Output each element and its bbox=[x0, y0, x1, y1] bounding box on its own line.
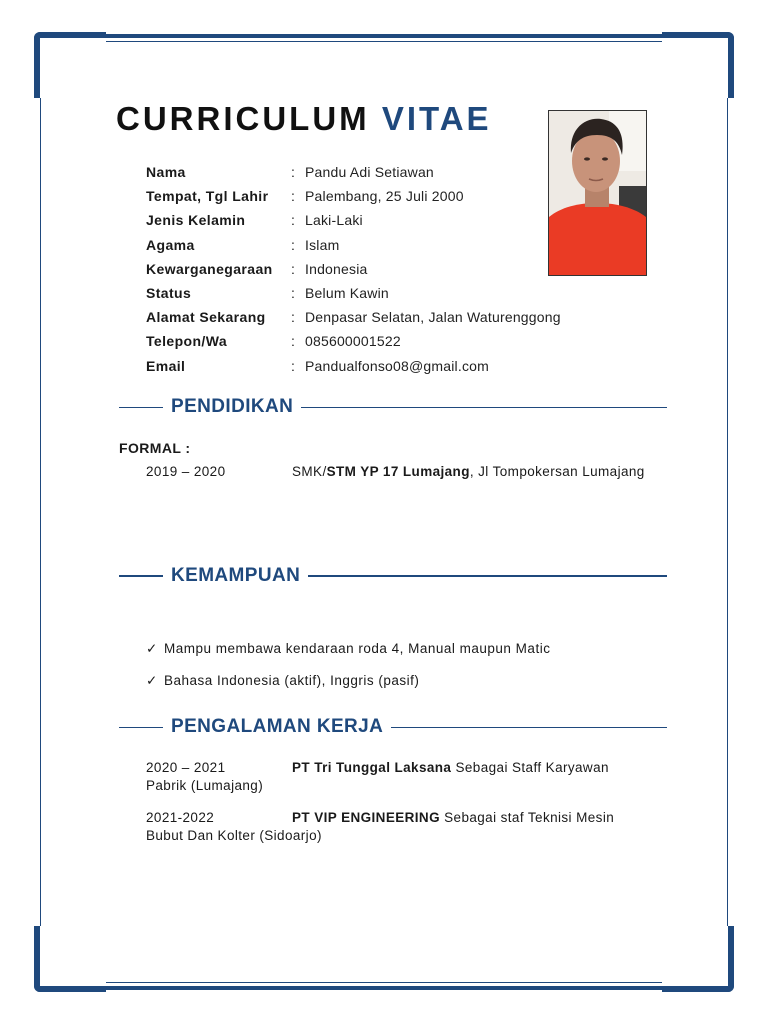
info-row-status bbox=[146, 281, 606, 305]
skill-text: Bahasa Indonesia (aktif), Inggris (pasif) bbox=[164, 673, 420, 688]
frame-corner-bottom-left bbox=[34, 926, 106, 992]
info-value: 085600001522 bbox=[305, 333, 401, 350]
info-label: Kewarganegaraan bbox=[146, 260, 273, 277]
frame-bottom-inner-line bbox=[106, 982, 662, 983]
info-row-gender bbox=[146, 208, 606, 232]
info-value: Belum Kawin bbox=[305, 285, 389, 302]
heading-text: PENDIDIKAN bbox=[171, 396, 294, 417]
heading-rule-left bbox=[119, 727, 163, 728]
info-label: Jenis Kelamin bbox=[146, 212, 246, 229]
document-title bbox=[116, 100, 492, 138]
info-label: Agama bbox=[146, 236, 195, 253]
education-formal-label: FORMAL : bbox=[119, 440, 191, 456]
frame-bottom-rule bbox=[106, 986, 662, 990]
info-separator: : bbox=[291, 357, 295, 374]
info-label: Tempat, Tgl Lahir bbox=[146, 188, 269, 205]
checkmark-icon: ✓ bbox=[146, 673, 158, 688]
info-row-name bbox=[146, 160, 606, 184]
info-value: Laki-Laki bbox=[305, 212, 363, 229]
job-role: Sebagai Staff Karyawan bbox=[451, 760, 609, 775]
info-separator: : bbox=[291, 285, 295, 302]
info-label: Email bbox=[146, 357, 186, 374]
info-separator: : bbox=[291, 212, 295, 229]
info-separator: : bbox=[291, 309, 295, 326]
info-row-religion bbox=[146, 233, 606, 257]
heading-rule-left bbox=[119, 575, 163, 577]
skill-text: Mampu membawa kendaraan roda 4, Manual maupun Matic bbox=[164, 641, 551, 656]
skill-item bbox=[146, 673, 419, 689]
heading-rule-right bbox=[301, 407, 667, 408]
title-main: CURRICULUM bbox=[116, 100, 370, 137]
heading-text: PENGALAMAN KERJA bbox=[171, 716, 384, 737]
info-label: Status bbox=[146, 285, 192, 302]
job-entry bbox=[146, 809, 656, 844]
info-separator: : bbox=[291, 188, 295, 205]
heading-rule-left bbox=[119, 407, 163, 408]
section-heading-skills bbox=[119, 564, 667, 588]
education-years: 2019 – 2020 bbox=[146, 464, 226, 479]
info-row-email bbox=[146, 354, 606, 378]
skill-item bbox=[146, 641, 550, 657]
personal-info bbox=[146, 160, 606, 378]
frame-corner-top-left bbox=[34, 32, 106, 98]
frame-top-rule bbox=[106, 34, 662, 38]
info-value: Palembang, 25 Juli 2000 bbox=[305, 188, 464, 205]
job-entry bbox=[146, 759, 656, 794]
job-company: PT Tri Tunggal Laksana bbox=[292, 760, 452, 775]
job-role-continued: Pabrik (Lumajang) bbox=[146, 777, 264, 793]
info-row-nationality bbox=[146, 257, 606, 281]
info-value: Pandualfonso08@gmail.com bbox=[305, 357, 490, 374]
checkmark-icon: ✓ bbox=[146, 641, 158, 656]
frame-corner-top-right bbox=[662, 32, 734, 98]
education-school bbox=[292, 464, 645, 479]
frame-corner-bottom-right bbox=[662, 926, 734, 992]
frame-top-inner-line bbox=[106, 41, 662, 42]
info-separator: : bbox=[291, 164, 295, 181]
info-value: Denpasar Selatan, Jalan Waturenggong bbox=[305, 309, 561, 326]
frame-right-inner-line bbox=[727, 98, 728, 926]
info-label: Telepon/Wa bbox=[146, 333, 227, 350]
info-value: Islam bbox=[305, 236, 340, 253]
info-row-address bbox=[146, 305, 606, 329]
info-separator: : bbox=[291, 333, 295, 350]
info-label: Nama bbox=[146, 164, 186, 181]
job-years: 2020 – 2021 bbox=[146, 760, 226, 775]
frame-left-inner-line bbox=[40, 98, 41, 926]
info-separator: : bbox=[291, 260, 295, 277]
education-entry bbox=[146, 464, 645, 479]
info-value: Indonesia bbox=[305, 260, 368, 277]
heading-text: KEMAMPUAN bbox=[171, 565, 301, 586]
school-name: STM YP 17 Lumajang bbox=[326, 464, 470, 479]
job-years: 2021-2022 bbox=[146, 810, 215, 825]
info-separator: : bbox=[291, 236, 295, 253]
heading-rule-right bbox=[308, 575, 667, 577]
heading-rule-right bbox=[391, 727, 667, 728]
info-row-phone bbox=[146, 329, 606, 353]
job-role-continued: Bubut Dan Kolter (Sidoarjo) bbox=[146, 827, 322, 843]
job-company: PT VIP ENGINEERING bbox=[292, 810, 440, 825]
info-row-birth bbox=[146, 184, 606, 208]
job-role: Sebagai staf Teknisi Mesin bbox=[439, 810, 615, 825]
section-heading-experience bbox=[119, 715, 667, 739]
info-value: Pandu Adi Setiawan bbox=[305, 164, 434, 181]
info-label: Alamat Sekarang bbox=[146, 309, 266, 326]
school-prefix: SMK/ bbox=[292, 464, 327, 479]
section-heading-education bbox=[119, 395, 667, 419]
title-accent: VITAE bbox=[381, 100, 492, 137]
school-address: , Jl Tompokersan Lumajang bbox=[469, 464, 645, 479]
